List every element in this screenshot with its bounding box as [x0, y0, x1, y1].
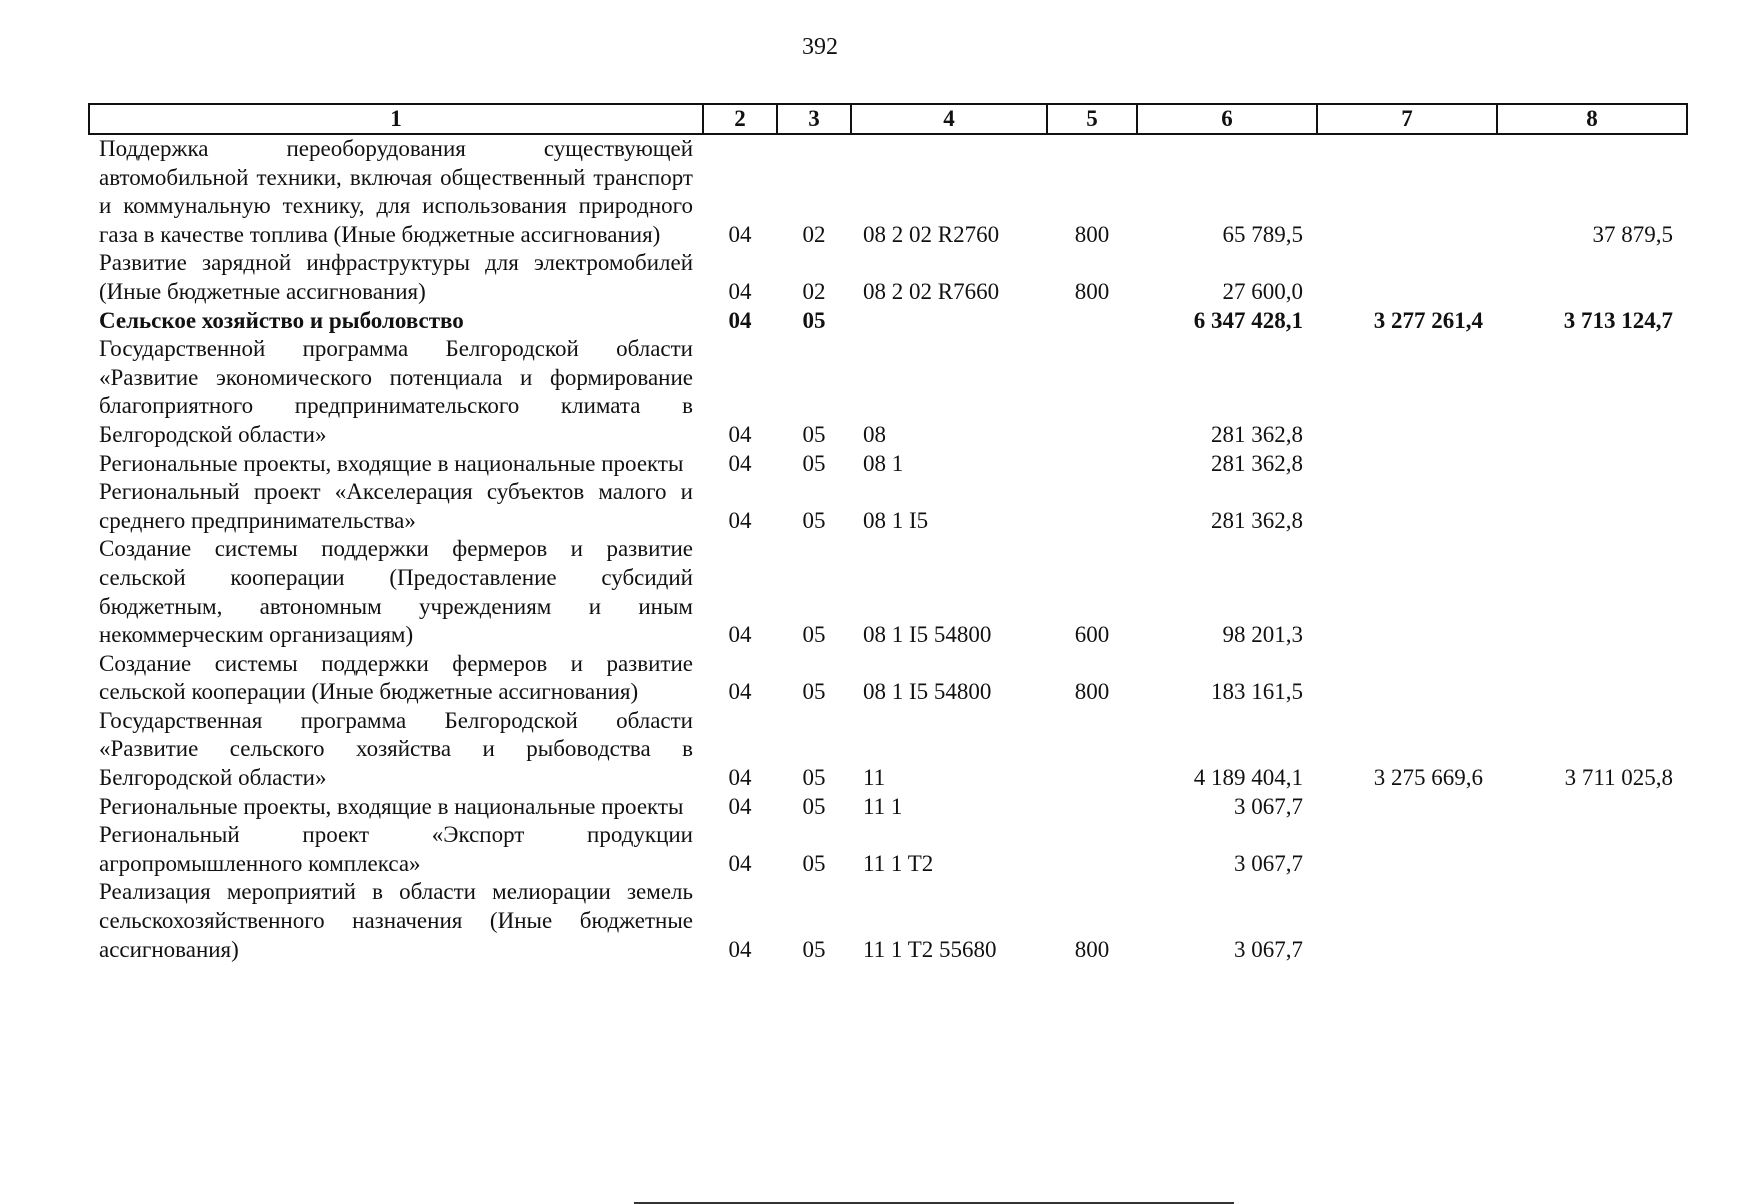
table-row	[89, 249, 1687, 306]
row-amount-col7	[1317, 821, 1497, 878]
header-col-6: 6	[1137, 104, 1317, 134]
row-expense-type: 800	[1074, 679, 1110, 705]
row-subsection: 02	[802, 278, 826, 304]
row-amount-col7	[1317, 650, 1497, 707]
row-expense-type: 800	[1074, 221, 1110, 247]
header-col-3: 3	[777, 104, 851, 134]
row-description: Поддержка переоборудования существующей автомобильной техники, включая общественный транспорт и коммунальную технику, для использования природного газа в качестве топлива (Иные бюджетные ассигнования)	[99, 136, 693, 247]
row-amount-col8	[1497, 478, 1687, 535]
row-description: Региональный проект «Акселерация субъектов малого и среднего предпринимательства»	[99, 479, 693, 533]
row-expense-type	[1047, 793, 1137, 822]
table-row	[89, 650, 1687, 707]
row-target-code	[851, 307, 1047, 336]
header-col-2: 2	[703, 104, 777, 134]
row-target-code: 08 1 I5	[863, 507, 929, 533]
row-amount-col7	[1317, 793, 1497, 822]
header-col-4: 4	[851, 104, 1047, 134]
row-subsection: 05	[802, 421, 826, 447]
row-amount-col7	[1317, 134, 1497, 249]
row-section: 04	[728, 622, 752, 648]
page-number: 392	[802, 34, 838, 60]
row-amount-col6: 3 067,7	[1234, 850, 1303, 876]
row-amount-col6: 3 067,7	[1234, 936, 1303, 962]
table-row	[89, 307, 1687, 336]
row-amount-col8: 37 879,5	[1592, 221, 1673, 247]
row-section: 04	[728, 450, 752, 476]
row-expense-type: 800	[1074, 278, 1110, 304]
table-row	[89, 535, 1687, 649]
row-target-code: 11 1 T2 55680	[863, 936, 997, 962]
row-section: 04	[728, 307, 752, 333]
row-description: Региональные проекты, входящие в национальные проекты	[99, 450, 684, 476]
row-amount-col8	[1497, 793, 1687, 822]
row-amount-col6: 6 347 428,1	[1193, 307, 1303, 333]
row-description: Региональные проекты, входящие в национальные проекты	[99, 793, 684, 819]
row-section: 04	[728, 507, 752, 533]
table-row	[89, 134, 1687, 249]
row-amount-col6: 281 362,8	[1211, 507, 1303, 533]
row-amount-col8: 3 711 025,8	[1564, 765, 1673, 791]
table-row	[89, 793, 1687, 822]
row-expense-type	[1047, 450, 1137, 479]
row-amount-col8	[1497, 821, 1687, 878]
header-col-7: 7	[1317, 104, 1497, 134]
row-expense-type	[1047, 335, 1137, 449]
row-expense-type	[1047, 707, 1137, 793]
row-amount-col7: 3 277 261,4	[1373, 307, 1483, 333]
table-row	[89, 450, 1687, 479]
row-target-code: 11 1	[863, 793, 903, 819]
table-header	[89, 104, 1687, 134]
row-subsection: 05	[802, 793, 826, 819]
row-section: 04	[728, 793, 752, 819]
row-subsection: 02	[802, 221, 826, 247]
row-section: 04	[728, 936, 752, 962]
row-amount-col8: 3 713 124,7	[1563, 307, 1673, 333]
budget-table	[88, 103, 1688, 964]
row-target-code: 08 1	[863, 450, 904, 476]
row-section: 04	[728, 421, 752, 447]
row-description: Создание системы поддержки фермеров и развитие сельской кооперации (Предоставление субсидий бюджетным, автономным учреждениям и иным некоммерческим организациям)	[99, 536, 693, 648]
row-amount-col6: 3 067,7	[1234, 793, 1303, 819]
row-target-code: 08 2 02 R7660	[863, 278, 1000, 304]
row-amount-col7	[1317, 478, 1497, 535]
row-target-code: 08 2 02 R2760	[863, 221, 1000, 247]
row-amount-col6: 4 189 404,1	[1193, 765, 1303, 791]
row-amount-col7	[1317, 535, 1497, 649]
row-amount-col6: 98 201,3	[1222, 622, 1303, 648]
table-row	[89, 478, 1687, 535]
row-section: 04	[728, 278, 752, 304]
row-subsection: 05	[802, 507, 826, 533]
table-row	[89, 821, 1687, 878]
header-row	[89, 104, 1687, 134]
row-expense-type: 600	[1074, 622, 1110, 648]
row-description: Региональный проект «Экспорт продукции агропромышленного комплекса»	[99, 822, 693, 876]
row-amount-col6: 65 789,5	[1222, 221, 1303, 247]
row-target-code: 08 1 I5 54800	[863, 622, 992, 648]
row-amount-col8	[1497, 450, 1687, 479]
row-amount-col8	[1497, 650, 1687, 707]
row-target-code: 08	[863, 421, 886, 447]
row-expense-type: 800	[1074, 936, 1110, 962]
row-subsection: 05	[802, 307, 826, 333]
row-amount-col8	[1497, 335, 1687, 449]
row-description: Создание системы поддержки фермеров и развитие сельской кооперации (Иные бюджетные ассигнования)	[99, 650, 693, 705]
table-row	[89, 878, 1687, 964]
row-amount-col8	[1497, 535, 1687, 649]
row-expense-type	[1047, 478, 1137, 535]
row-subsection: 05	[802, 765, 826, 791]
row-target-code: 08 1 I5 54800	[863, 679, 992, 705]
row-description: Государственной программа Белгородской области «Развитие экономического потенциала и формирование благоприятного предпринимательского климата в Белгородской области»	[99, 336, 693, 447]
row-subsection: 05	[802, 679, 826, 705]
row-amount-col8	[1497, 249, 1687, 306]
row-subsection: 05	[802, 936, 826, 962]
header-col-5: 5	[1047, 104, 1137, 134]
row-section: 04	[728, 221, 752, 247]
row-amount-col6: 281 362,8	[1211, 421, 1303, 447]
row-section: 04	[728, 679, 752, 705]
row-section: 04	[728, 850, 752, 876]
row-description: Сельское хозяйство и рыболовство	[99, 307, 464, 333]
row-subsection: 05	[802, 850, 826, 876]
row-expense-type	[1047, 307, 1137, 336]
row-subsection: 05	[802, 450, 826, 476]
row-description: Развитие зарядной инфраструктуры для электромобилей (Иные бюджетные ассигнования)	[99, 250, 693, 304]
row-target-code: 11 1 T2	[863, 850, 934, 876]
row-amount-col7: 3 275 669,6	[1373, 765, 1483, 791]
row-section: 04	[728, 765, 752, 791]
table-row	[89, 707, 1687, 793]
header-col-8: 8	[1497, 104, 1687, 134]
table-body	[89, 134, 1687, 964]
header-col-1: 1	[89, 104, 703, 134]
row-amount-col7	[1317, 249, 1497, 306]
row-subsection: 05	[802, 622, 826, 648]
row-description: Реализация мероприятий в области мелиорации земель сельскохозяйственного назначения (Иные бюджетные ассигнования)	[99, 879, 693, 962]
row-target-code: 11	[863, 765, 886, 791]
row-description: Государственная программа Белгородской области «Развитие сельского хозяйства и рыбоводства в Белгородской области»	[99, 707, 693, 791]
row-amount-col7	[1317, 335, 1497, 449]
table-row	[89, 335, 1687, 449]
row-amount-col6: 27 600,0	[1222, 278, 1303, 304]
row-amount-col7	[1317, 878, 1497, 964]
row-amount-col7	[1317, 450, 1497, 479]
row-amount-col8	[1497, 878, 1687, 964]
row-amount-col6: 281 362,8	[1211, 450, 1303, 476]
row-expense-type	[1047, 821, 1137, 878]
row-amount-col6: 183 161,5	[1211, 679, 1303, 705]
